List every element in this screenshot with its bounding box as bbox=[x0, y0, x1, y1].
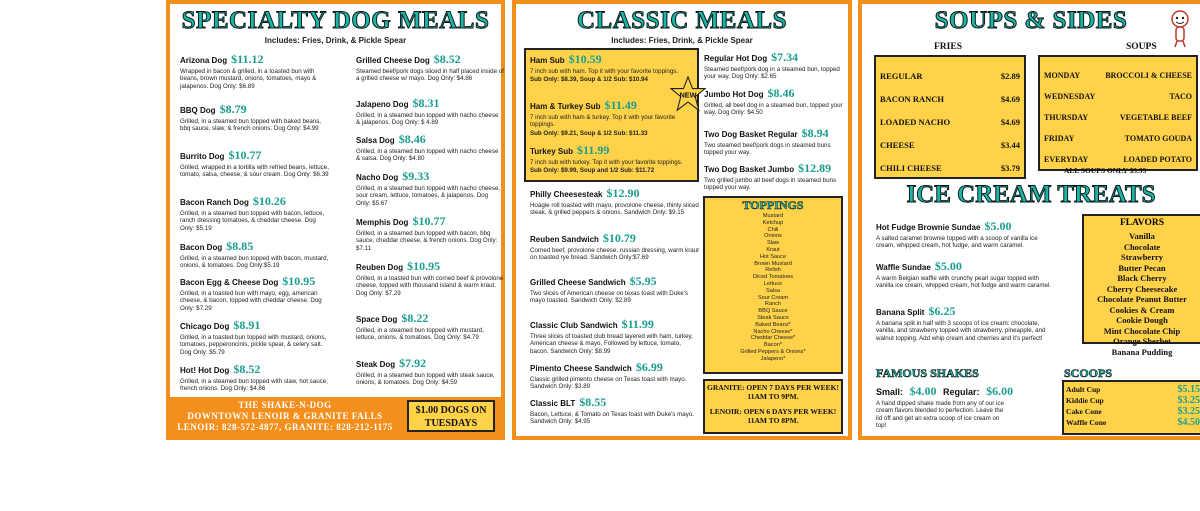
fries-price: $3.44 bbox=[1000, 140, 1020, 150]
item-desc: Grilled, in a toasted bun with corned beef & provolone cheese, topped with thousand island & warm kraut. Dog Only: $7.29 bbox=[356, 275, 504, 297]
topping-item: Kraut bbox=[766, 246, 780, 253]
tuesday-promo: $1.00 DOGS ON TUESDAYS bbox=[407, 400, 495, 432]
topping-item: Salsa bbox=[766, 287, 780, 294]
item-name: Bacon Egg & Cheese Dog bbox=[180, 278, 279, 287]
soup-name: LOADED POTATO bbox=[1123, 155, 1192, 164]
item-name: Two Dog Basket Jumbo bbox=[704, 165, 795, 174]
menu-item bbox=[180, 274, 330, 312]
item-desc: Grilled, in a steamed bun topped with slaw, hot sauce, french onions. Dog Only: $4.86 bbox=[180, 378, 328, 393]
topping-item: Nacho Cheese* bbox=[753, 328, 793, 335]
fries-price: $4.69 bbox=[1000, 117, 1020, 127]
fries-heading: FRIES bbox=[934, 42, 962, 52]
menu-item bbox=[180, 148, 330, 179]
sub-prices: Sub Only: $9.99, Soup and 1/2 Sub: $11.72 bbox=[530, 167, 655, 175]
item-name-line bbox=[530, 231, 700, 246]
item-name: Jalapeno Dog bbox=[356, 100, 409, 109]
soup-name: VEGETABLE BEEF bbox=[1119, 113, 1192, 122]
scoop-price: $3.25 bbox=[1177, 406, 1200, 417]
item-price: $11.49 bbox=[604, 98, 637, 112]
item-price: $10.79 bbox=[602, 231, 636, 245]
hours-box bbox=[703, 379, 843, 434]
item-desc: Grilled, in a toasted bun with mayo, egg, american cheese, & bacon, topped with cheddar cheese. Dog Only: $7.29 bbox=[180, 290, 322, 312]
topping-item: Relish bbox=[765, 267, 781, 274]
flavor-item: Mint Chocolate Chip bbox=[1103, 325, 1181, 336]
item-name-line bbox=[180, 274, 330, 289]
ice-cream-title: ICE CREAM TREATS bbox=[906, 181, 1156, 208]
flavor-item: Butter Pecan bbox=[1118, 262, 1166, 273]
menu-item bbox=[530, 395, 700, 426]
shop-info bbox=[170, 400, 400, 433]
menu-item bbox=[180, 52, 330, 90]
topping-item: Ranch bbox=[764, 301, 782, 308]
soup-day: EVERYDAY bbox=[1044, 155, 1089, 164]
item-desc: Three slices of toasted club bread layered with ham, turkey, American cheese & mayo. Followed by lettuce, tomato, bacon. Sandwich Only: $8.99 bbox=[530, 333, 693, 355]
item-price: $8.46 bbox=[767, 86, 795, 100]
item-name-line bbox=[180, 52, 330, 67]
item-price: $10.59 bbox=[568, 52, 602, 66]
item-name: Hot! Hot Dog bbox=[180, 366, 230, 375]
shakes-title: FAMOUS SHAKES bbox=[876, 366, 979, 380]
shakes-block bbox=[876, 384, 1056, 430]
menu-item bbox=[356, 259, 504, 297]
flavor-item: Cherry Cheesecake bbox=[1106, 283, 1178, 294]
item-desc: 7 inch sub with turkey. Top it with your favorite toppings. bbox=[530, 159, 683, 166]
specialty-includes: Includes: Fries, Drink, & Pickle Spear bbox=[264, 36, 407, 45]
flavor-item: Orange Sherbet bbox=[1113, 336, 1171, 346]
item-name-line bbox=[180, 102, 330, 117]
item-name-line bbox=[180, 148, 330, 163]
item-name-line bbox=[704, 126, 850, 141]
topping-item: Lettuce bbox=[763, 280, 783, 287]
scoop-price: $5.15 bbox=[1177, 384, 1200, 395]
item-desc: Bacon, Lettuce, & Tomato on Texas toast with Duke's mayo. Sandwich Only: $4.95 bbox=[530, 411, 694, 426]
soup-day: WEDNESDAY bbox=[1044, 92, 1096, 101]
menu-item bbox=[356, 214, 504, 252]
item-desc: Classic grilled pimento cheese on Texas toast with mayo. Sandwich Only: $3.89 bbox=[530, 376, 687, 391]
item-price: $8.79 bbox=[219, 102, 247, 116]
specialty-title: SPECIALTY DOG MEALS bbox=[181, 7, 490, 34]
item-name-line bbox=[530, 395, 700, 410]
item-name-line bbox=[356, 214, 504, 229]
flavor-item: Cookie Dough bbox=[1116, 315, 1168, 325]
flavor-item: Black Cherry bbox=[1117, 273, 1167, 283]
item-desc: Grilled, in a toasted bun topped with mustard, onions, tomatoes, pepperoncinis, pickle spear, & celery salt. Dog Only: $5.79 bbox=[180, 334, 327, 356]
item-name: Burrito Dog bbox=[180, 152, 225, 161]
item-price: $6.25 bbox=[928, 304, 956, 318]
topping-item: Hot Sauce bbox=[759, 253, 787, 260]
item-price: $7.34 bbox=[771, 50, 799, 64]
shake-regular-price: $6.00 bbox=[986, 384, 1014, 398]
classic-title: CLASSIC MEALS bbox=[576, 7, 788, 34]
menu-item bbox=[180, 362, 330, 393]
sub-prices: Sub Only: $8.39, Soup & 1/2 Sub: $10.94 bbox=[530, 76, 648, 84]
menu-item bbox=[530, 360, 700, 391]
menu-item bbox=[180, 239, 330, 270]
item-desc: Grilled, in a steamed bun topped with steak sauce, onions, & tomatoes. Dog Only: $4.59 bbox=[356, 372, 495, 387]
item-name: Pimento Cheese Sandwich bbox=[530, 364, 632, 373]
topping-item: Chili bbox=[767, 226, 779, 233]
new-badge: NEW bbox=[679, 90, 697, 100]
item-desc: Grilled, in a steamed bun topped with baked beans, bbq sauce, slaw, & french onions. Dog Only: $4.99 bbox=[180, 118, 322, 133]
scoop-name: Cake Cone bbox=[1066, 407, 1102, 416]
item-price: $12.90 bbox=[606, 186, 640, 200]
fries-price: $3.79 bbox=[1000, 163, 1020, 173]
menu-item bbox=[356, 169, 504, 207]
topping-item: Bacon* bbox=[763, 342, 783, 349]
item-name: BBQ Dog bbox=[180, 106, 216, 115]
item-name-line bbox=[876, 304, 1056, 319]
scoop-row bbox=[1066, 417, 1200, 428]
menu-item bbox=[876, 259, 1056, 290]
item-desc: A warm Belgian waffle with crunchy pearl sugar topped with vanilla ice cream, whipped cream, hot fudge and warm caramel. bbox=[876, 275, 1052, 290]
item-price: $8.46 bbox=[398, 132, 426, 146]
fries-row bbox=[876, 111, 1024, 134]
soup-row bbox=[1040, 86, 1196, 107]
soup-name: TOMATO GOUDA bbox=[1124, 134, 1192, 143]
item-price: $9.33 bbox=[402, 169, 430, 183]
toppings-title: TOPPINGS bbox=[742, 198, 804, 212]
menu-item bbox=[180, 194, 330, 232]
item-name: Ham Sub bbox=[530, 56, 565, 65]
item-name: Ham & Turkey Sub bbox=[530, 102, 601, 111]
topping-item: Onions bbox=[764, 233, 782, 240]
item-name: Jumbo Hot Dog bbox=[704, 90, 764, 99]
flavors-box bbox=[1082, 214, 1200, 357]
item-name-line bbox=[356, 132, 504, 147]
item-name-line bbox=[356, 356, 504, 371]
menu-item bbox=[530, 186, 700, 217]
soup-day: FRIDAY bbox=[1044, 134, 1075, 143]
item-name: Reuben Dog bbox=[356, 263, 404, 272]
fries-name: LOADED NACHO bbox=[880, 117, 951, 127]
item-name: Hot Fudge Brownie Sundae bbox=[876, 223, 981, 232]
item-price: $5.00 bbox=[934, 259, 962, 273]
item-price: $8.55 bbox=[579, 395, 607, 409]
menu-item bbox=[530, 231, 700, 262]
item-name: Turkey Sub bbox=[530, 147, 573, 156]
item-name-line bbox=[356, 169, 504, 184]
item-desc: Grilled, in a steamed bun topped with nacho cheese & jalapenos. Dog Only: $ 4.89 bbox=[356, 112, 499, 127]
item-name-line bbox=[704, 86, 850, 101]
item-name-line bbox=[356, 96, 504, 111]
flavor-item: Cookies & Cream bbox=[1109, 304, 1175, 315]
menu-item bbox=[180, 318, 330, 356]
new-star-icon bbox=[670, 76, 706, 112]
shop-phones: LENOIR: 828-572-4877, GRANITE: 828-212-1175 bbox=[177, 422, 393, 432]
item-name: Grilled Cheese Sandwich bbox=[530, 278, 626, 287]
item-name-line bbox=[530, 186, 700, 201]
soup-row bbox=[1040, 65, 1196, 86]
topping-item: Brown Mustard bbox=[754, 260, 792, 267]
item-price: $10.95 bbox=[282, 274, 316, 288]
topping-item: Jalapeno* bbox=[760, 355, 786, 362]
menu-item bbox=[356, 96, 504, 127]
item-name: Chicago Dog bbox=[180, 322, 230, 331]
item-desc: Wrapped in bacon & grilled, in a toasted bun with beans, brown mustard, onions, tomatoes, mayo & jalapenos. Dog Only: $6.89 bbox=[180, 68, 317, 90]
item-desc: Grilled, in a steamed bun topped with nacho cheese & salsa. Dog Only: $4.80 bbox=[356, 148, 499, 163]
item-desc: 7 inch sub with ham. Top it with your favorite toppings. bbox=[530, 68, 679, 75]
fries-name: REGULAR bbox=[880, 71, 923, 81]
item-name-line bbox=[530, 317, 700, 332]
item-desc: Steamed beef/pork dogs sliced in half placed inside of a grilled cheese w/ mayo. Dog Only: $4.86 bbox=[356, 68, 504, 83]
soup-name: BROCCOLI & CHEESE bbox=[1105, 71, 1192, 80]
item-price: $11.99 bbox=[576, 143, 610, 157]
classic-meals-panel bbox=[512, 0, 852, 440]
hot-dog-mascot-icon bbox=[1166, 8, 1194, 48]
item-desc: Two slices of American cheese on texas toast with Duke's mayo toasted. Sandwich Only: $2.89 bbox=[530, 290, 689, 305]
fries-price: $2.89 bbox=[1000, 71, 1020, 81]
item-name-line bbox=[180, 194, 330, 209]
item-price: $8.91 bbox=[233, 318, 261, 332]
shake-small-price: $4.00 bbox=[909, 384, 937, 398]
classic-includes: Includes: Fries, Drink, & Pickle Spear bbox=[611, 36, 753, 45]
item-price: $8.31 bbox=[412, 96, 440, 110]
item-desc: Hoagie roll toasted with mayo, provolone cheese, thinly sliced steak, & grilled peppers & onions. Sandwich Only: $9.15 bbox=[530, 202, 699, 217]
topping-item: Baked Beans* bbox=[755, 321, 791, 328]
item-desc: A banana split in half with 3 scoops of ice cream: chocolate, vanilla, and strawberry topped with strawberry, pineapple, and walnut topping. Add whip cream and cherries and it's perfect! bbox=[876, 320, 1046, 342]
soups-title: SOUPS & SIDES bbox=[934, 7, 1128, 34]
item-name: Space Dog bbox=[356, 315, 398, 324]
topping-item: Sour Cream bbox=[757, 294, 789, 301]
menu-item bbox=[356, 132, 504, 163]
fries-name: CHEESE bbox=[880, 140, 915, 150]
item-name: Salsa Dog bbox=[356, 136, 395, 145]
item-name-line bbox=[704, 50, 850, 65]
item-name: Reuben Sandwich bbox=[530, 235, 599, 244]
item-price: $5.00 bbox=[984, 219, 1012, 233]
item-price: $8.94 bbox=[801, 126, 829, 140]
soups-note: ALL SOUPS ONLY $3.99 bbox=[1064, 166, 1147, 175]
item-name: Waffle Sundae bbox=[876, 263, 931, 272]
scoop-name: Kiddie Cup bbox=[1066, 396, 1104, 405]
item-name: Bacon Dog bbox=[180, 243, 223, 252]
item-name-line bbox=[180, 318, 330, 333]
flavor-item: Banana Pudding bbox=[1111, 346, 1173, 357]
soup-day: MONDAY bbox=[1044, 71, 1081, 80]
flavors-heading: FLAVORS bbox=[1120, 218, 1164, 228]
soup-row bbox=[1040, 128, 1196, 149]
menu-item bbox=[704, 161, 850, 192]
item-desc: Grilled, wrapped in a tortilla with refried beans, lettuce, tomato, salsa, cheese, & sour cream. Dog Only: $6.39 bbox=[180, 164, 329, 179]
scoop-row bbox=[1066, 395, 1200, 406]
item-price: $11.99 bbox=[621, 317, 654, 331]
fries-list bbox=[874, 55, 1026, 179]
item-desc: Corned beef, provolone cheese, russian dressing, warm kraut on toasted rye bread. Sandwich Only:$7.69 bbox=[530, 247, 699, 262]
item-name: Arizona Dog bbox=[180, 56, 228, 65]
topping-item: Cheddar Cheese* bbox=[750, 335, 796, 342]
item-desc: Two steamed beef/pork dogs in steamed buns topped your way. bbox=[704, 142, 831, 157]
flavor-item: Chocolate Peanut Butter bbox=[1097, 294, 1187, 304]
topping-item: Mustard bbox=[762, 213, 784, 219]
menu-item bbox=[704, 126, 850, 157]
flavor-item: Vanilla bbox=[1129, 231, 1155, 241]
item-name-line bbox=[876, 259, 1056, 274]
item-desc: Grilled, in a steamed bun topped with mustard, lettuce, onions, & tomatoes. Dog Only: $4.79 bbox=[356, 327, 484, 342]
item-name: Classic Club Sandwich bbox=[530, 321, 618, 330]
item-desc: Grilled, in a steamed bun topped with nacho cheese, sour cream, lettuce, tomatoes, & jalapenos. Dog Only: $5.67 bbox=[356, 185, 501, 207]
scoop-price: $3.25 bbox=[1177, 395, 1200, 406]
item-name: Two Dog Basket Regular bbox=[704, 130, 798, 139]
item-name-line bbox=[356, 311, 504, 326]
item-price: $8.85 bbox=[226, 239, 254, 253]
item-price: $10.26 bbox=[252, 194, 286, 208]
menu-item bbox=[876, 219, 1056, 250]
item-price: $10.77 bbox=[228, 148, 262, 162]
topping-item: Ketchup bbox=[762, 219, 784, 226]
soup-row bbox=[1040, 107, 1196, 128]
shake-regular-label: Regular: bbox=[943, 387, 980, 397]
flavor-item: Strawberry bbox=[1120, 252, 1163, 262]
item-desc: A salted caramel brownie topped with a scoop of vanilla ice cream, whipped cream, hot fudge, and warm caramel. bbox=[876, 235, 1038, 250]
item-name: Bacon Ranch Dog bbox=[180, 198, 249, 207]
item-name-line bbox=[876, 219, 1056, 234]
item-desc: Grilled, all beef dog in a steamed bun, topped your way. Dog Only: $4.50 bbox=[704, 102, 843, 117]
item-name-line bbox=[356, 259, 504, 274]
fries-row bbox=[876, 157, 1024, 180]
menu-item bbox=[876, 304, 1056, 342]
item-name: Classic BLT bbox=[530, 399, 576, 408]
item-name: Steak Dog bbox=[356, 360, 396, 369]
menu-item bbox=[180, 102, 330, 133]
item-price: $10.77 bbox=[412, 214, 446, 228]
sub-prices: Sub Only: $9.21, Soup & 1/2 Sub: $11.33 bbox=[530, 129, 648, 137]
item-name-line bbox=[530, 274, 700, 289]
menu-item bbox=[704, 86, 850, 117]
menu-item bbox=[530, 274, 700, 305]
item-price: $8.22 bbox=[401, 311, 429, 325]
soup-day: THURSDAY bbox=[1044, 113, 1089, 122]
fries-row bbox=[876, 88, 1024, 111]
topping-item: BBQ Sauce bbox=[758, 308, 788, 315]
item-name-line bbox=[704, 161, 850, 176]
shop-footer bbox=[170, 397, 501, 436]
soups-heading: SOUPS bbox=[1126, 42, 1157, 52]
item-name-line bbox=[180, 239, 330, 254]
item-name: Philly Cheesesteak bbox=[530, 190, 603, 199]
item-price: $8.52 bbox=[233, 362, 261, 376]
item-name-line bbox=[530, 143, 695, 158]
menu-item bbox=[356, 356, 504, 387]
menu-item bbox=[704, 50, 850, 81]
toppings-box bbox=[703, 196, 843, 374]
item-price: $8.52 bbox=[433, 52, 461, 66]
item-price: $12.89 bbox=[798, 161, 832, 175]
hours-granite: GRANITE: OPEN 7 DAYS PER WEEK! 11AM TO 9PM. bbox=[707, 383, 839, 401]
item-desc: Grilled, in a steamed bun topped with bacon, bbq sauce, cheddar cheese, & french onions. Dog Only: $7.11 bbox=[356, 230, 498, 252]
item-name-line bbox=[180, 362, 330, 377]
item-desc: Steamed beef/pork dog in a steamed bun, topped your way. Dog Only: $2.65 bbox=[704, 66, 840, 81]
scoop-price: $4.50 bbox=[1177, 417, 1200, 428]
menu-item bbox=[530, 317, 700, 355]
scoop-row bbox=[1066, 406, 1200, 417]
item-desc: 7 inch sub with ham & turkey. Top it with your favorite toppings. bbox=[530, 114, 676, 129]
fries-row bbox=[876, 65, 1024, 88]
item-price: $10.95 bbox=[407, 259, 441, 273]
item-name-line bbox=[530, 52, 695, 67]
item-price: $11.12 bbox=[231, 52, 264, 66]
fries-row bbox=[876, 134, 1024, 157]
scoops-box bbox=[1062, 380, 1200, 435]
hours-lenoir: LENOIR: OPEN 6 DAYS PER WEEK! 11AM TO 8PM. bbox=[709, 407, 837, 425]
item-desc: Grilled, in a steamed bun topped with bacon, lettuce, ranch dressing tomatoes, & cheddar cheese. Dog Only: $5.19 bbox=[180, 210, 325, 232]
flavor-item: Chocolate bbox=[1123, 241, 1161, 252]
sub-item bbox=[530, 143, 695, 175]
item-price: $6.99 bbox=[635, 360, 663, 374]
fries-name: BACON RANCH bbox=[880, 94, 944, 104]
scoop-name: Adult Cup bbox=[1066, 385, 1101, 394]
menu-item bbox=[356, 52, 504, 83]
scoops-title: SCOOPS bbox=[1064, 366, 1113, 380]
sub-specials-box bbox=[524, 48, 699, 182]
item-name-line bbox=[356, 52, 504, 67]
shakes-prices bbox=[876, 384, 1056, 399]
item-price: $7.92 bbox=[399, 356, 427, 370]
scoop-row bbox=[1066, 384, 1200, 395]
shakes-desc: A hand dipped shake made from any of our ice cream flavors blended to perfection. Leave the lid off and get an extra scoop of ice cream on top! bbox=[876, 400, 1004, 430]
item-price: $5.95 bbox=[629, 274, 657, 288]
item-desc: Two grilled jumbo all beef dogs in steamed buns topped your way. bbox=[704, 177, 837, 192]
fries-name: CHILI CHEESE bbox=[880, 163, 942, 173]
shake-small-label: Small: bbox=[876, 387, 904, 397]
item-desc: Grilled, in a steamed bun topped with bacon, mustard, onions, & tomatoes. Dog Only:$5.19 bbox=[180, 255, 329, 270]
shop-name: THE SHAKE-N-DOG bbox=[238, 400, 332, 410]
topping-item: Diced Tomatoes bbox=[752, 274, 793, 281]
topping-item: Slaw bbox=[766, 240, 780, 247]
topping-item: Steak Sauce bbox=[757, 314, 789, 321]
item-name: Regular Hot Dog bbox=[704, 54, 768, 63]
item-name: Memphis Dog bbox=[356, 218, 409, 227]
specialty-dog-meals-panel bbox=[166, 0, 505, 440]
scoop-name: Waffle Cone bbox=[1066, 418, 1107, 427]
item-name: Banana Split bbox=[876, 308, 925, 317]
item-name: Grilled Cheese Dog bbox=[356, 56, 430, 65]
fries-price: $4.69 bbox=[1000, 94, 1020, 104]
item-name: Nacho Dog bbox=[356, 173, 399, 182]
menu-item bbox=[356, 311, 504, 342]
item-name-line bbox=[530, 360, 700, 375]
shop-locations: DOWNTOWN LENOIR & GRANITE FALLS bbox=[187, 411, 383, 421]
topping-item: Grilled Peppers & Onions* bbox=[740, 348, 806, 355]
soup-name: TACO bbox=[1169, 92, 1192, 101]
soups-sides-panel bbox=[858, 0, 1200, 440]
soups-list bbox=[1038, 55, 1198, 171]
